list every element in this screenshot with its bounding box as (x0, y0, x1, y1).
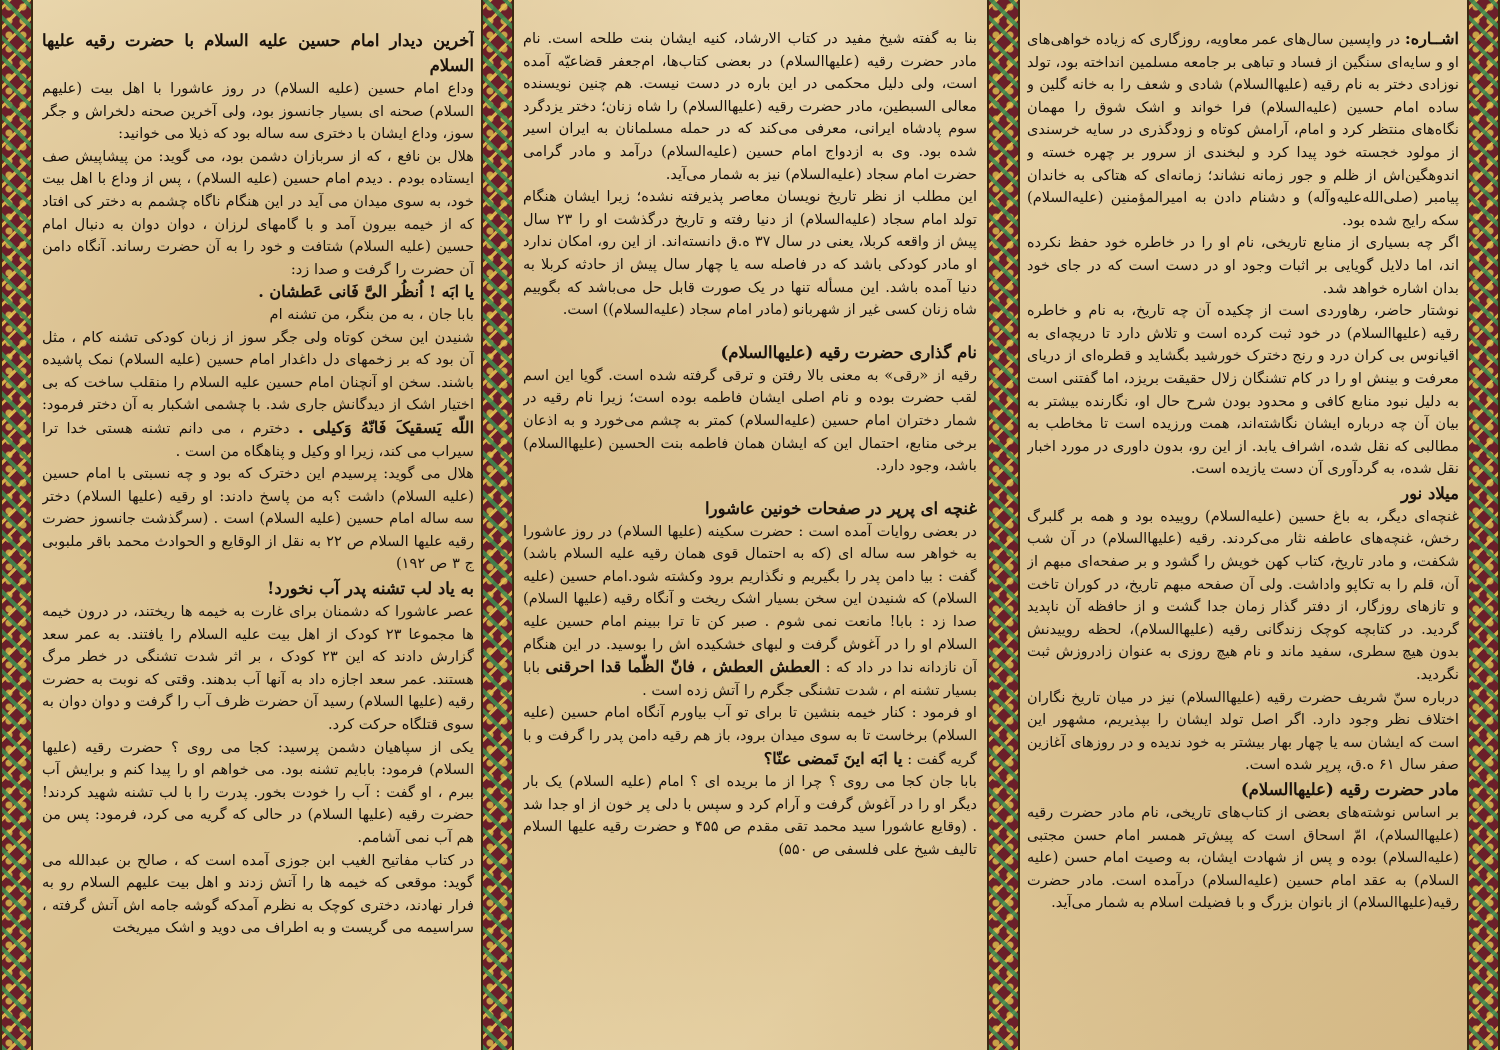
section-heading-mother: مادر حضرت رقیه (علیهاالسلام) (1240, 780, 1459, 799)
text-column-left (42, 28, 474, 1038)
intro-text: در واپسین سال‌های عمر معاویه، روزگاری که زیاده خواهی‌های او و سایه‌ای سنگین از فساد و تباهی بر جامعه مسلمین انداخته بود، تولد نوزادی دختر به نام رقیه (علیهاالسلام) شادی و شعف را به خانه گلین و ساده امام حسین (علیه‌السلام) فرا خواند و اشک شوق را مهمان نگاه‌های منتظر کرد و امام، آرامش کوتاه و زودگذری در سایه خرسندی از مولود خجسته خود پیدا کرد و لبخندی از سرور بر چهره خسته و اندوهگین‌اش از ظلم و جور زمانه نشاند؛ زمانه‌ای که هتاکی به خاندان پیامبر (صلی‌الله‌علیه‌وآله) و دشنام دادن به امیرالمؤمنین (علیه‌السلام) سکه رایج شده بود. (1027, 31, 1459, 229)
arabic-quote-look: یا ابَه ! اُنظُر الیَّ فَانی عَطشان . (258, 282, 474, 302)
paragraph (523, 521, 977, 703)
paragraph: هلال بن نافع ، که از سربازان دشمن بود، می گوید: من پیشاپیش صف ایستاده بودم . دیدم امام حسین (علیه السلام) ، پس از وداع با اهل بیت خود، به سوی میدان می آید در این هنگام ناگاه چشمم به دختر کی افتاد که از خیمه بیرون آمد و با گامهای لرزان ، دوان دوان به دنبال امام حسین (علیه السلام) شتافت و خود را به آن حضرت رساند. آنگاه دامن آن حضرت را گرفت و صدا زد: (42, 147, 474, 278)
ornamental-border-center-left (481, 0, 514, 1050)
text-run: شنیدن این سخن کوتاه ولی جگر سوز از زبان کودکی تشنه کام ، مثل آن بود که بر زخمهای دل داغدار امام حسین (علیه السلام) نمک پاشیده باشند. سخن او آنچنان امام حسین علیه السلام را منقلب ساخت که بی اختیار اشک از دیدگانش جاری شد. با چشمی اشکبار به آن دختر فرمود: (42, 328, 474, 414)
paragraph: رقیه از «رقی» به معنی بالا رفتن و ترقی گرفته شده است. گویا این اسم لقب حضرت بوده و نام اصلی ایشان فاطمه بوده است؛ زیرا نام رقیه در شمار دختران امام حسین (علیه‌السلام) کمتر به چشم می‌خورد و به اذعان برخی منابع، احتمال این که ایشان همان فاطمه بنت الحسین (علیهاالسلام) باشد، وجود دارد. (523, 366, 977, 475)
paragraph: اگر چه بسیاری از منابع تاریخی، نام او را در خاطره خود حفظ نکرده اند، اما دلایل گویایی بر اثبات وجود او در دست است که در جای خود بدان اشاره خواهد شد. (1027, 234, 1459, 297)
paragraph: غنچه‌ای دیگر، به باغ حسین (علیه‌السلام) روییده بود و همه بر گلبرگ رخش، غنچه‌های عاطفه نثار می‌کردند. رقیه (علیهاالسلام) در آن شب شکفت، و مادر تاریخ، کتاب کهن خویش را گشود و بر صفحه‌ای مبهم از آن، قلم را به تکاپو واداشت. ولی آن صفحه مبهم تاریخ، در کوران تاخت و تازهای روزگار، از دفتر گذار زمان جدا گشت و از حافظه آن ناپدید گردید. در کتابچه کوچک زندگانی رقیه (علیهاالسلام)، لحظه روییدنش بدون هیچ سطری، سفید ماند و نام هیچ روزی به عنوان زادروزش ثبت نگردید. (1027, 507, 1459, 684)
paragraph: درباره سنّ شریف حضرت رقیه (علیهاالسلام) نیز در میان تاریخ نگاران اختلاف نظر وجود دارد. اگر اصل تولد ایشان را بپذیریم، مشهور این است که ایشان سه یا چهار بهار بیشتر به خود ندیده و در روزهای آغازین صفر سال ۶۱ ه.ق، پرپر شده است. (1027, 688, 1459, 774)
section-heading-last-meeting: آخرین دیدار امام حسین علیه السلام با حضرت رقیه علیها السلام (42, 31, 474, 75)
ornamental-border-left (0, 0, 33, 1050)
text-run: بابا بسیار تشنه ام ، شدت تشنگی جگرم را آتش زده است . (523, 659, 977, 699)
paragraph: بابا جان کجا می روی ؟ چرا از ما بریده ای ؟ امام (علیه السلام) یک بار دیگر او را در آغوش گرفت و آرام کرد و سپس با دلی پر خون از او جدا شد . (وقایع عاشورا سید محمد تقی مقدم ص ۴۵۵ و حضرت رقیه علیها السلام تالیف شیخ علی فلسفی ص ۵۵۰) (523, 773, 977, 858)
text-run: او فرمود : کنار خیمه بنشین تا برای تو آب بیاورم آنگاه امام حسین (علیه السلام) برخاست تا به سوی میدان برود، باز هم رقیه دامن پدر را گرفت و با گریه گفت : (523, 704, 977, 768)
ornamental-border-center-right (987, 0, 1020, 1050)
paragraph (42, 327, 474, 464)
paragraph: عصر عاشورا که دشمنان برای غارت به خیمه ها ریختند، در درون خیمه ها مجموعا ۲۳ کودک از اهل بیت علیه السلام را یافتند. به عمر سعد گزارش دادند که این ۲۳ کودک ، بر اثر شدت تشنگی در خطر مرگ هستند. عمر سعد اجازه داد به آنها آب بدهند. وقتی که نوبت به حضرت رقیه (علیها السلام) رسید آن حضرت ظرف آب را گرفت و دوان دوان به سوی قتلگاه حرکت کرد. (42, 603, 474, 734)
text-run: دخترم ، می دانم تشنه هستی خدا ترا سیراب می کند، زیرا او وکیل و پناهگاه من است . (42, 419, 474, 460)
section-heading-water: به یاد لب تشنه پدر آب نخورد! (267, 579, 474, 599)
text-run: در بعضی روایات آمده است : حضرت سکینه (علیها السلام) در روز عاشورا به خواهر سه ساله ای (که به احتمال قوی همان رقیه علیه السلام باشد) گفت : بیا دامن پدر را بگیریم و نگذاریم برود وکشته شود.امام حسین (علیه السلام) که شنیدن این سخن بسیار اشک ریخت و آنگاه رقیه (علیها السلام) صدا زد : بابا! مانعت نمی شوم . صبر کن تا ترا ببینم امام حسین علیه السلام او را در آغوش گرفت و لبهای خشکیده اش را بوسید. در این هنگام آن نازدانه ندا در داد که : (523, 522, 977, 677)
intro-label: اشــاره: (1404, 29, 1459, 48)
paragraph: نوشتار حاضر، رهاوردی است از چکیده آن چه تاریخ، به نام و خاطره رقیه (علیهاالسلام) در خود ثبت کرده است و تلاش دارد تا دریچه‌ای به اقیانوس بی کران درد و رنج دخترک خورشید بگشاید و قطره‌ای از دریای معرفت و بینش او را در کام تشنگان زلال حقیقت بریزد، اما گفتنی است به دلیل نبود منابع کافی و محدود بودن شرح حال او، نگارنده بیشتر به بیان آن چه درباره ایشان نگاشته‌اند، همت ورزیده است تا مخاطب به مطالبی که نقل شده، اشراف یابد. از این رو، بدون داوری در مورد اخبار نقل شده، به گردآوری آن دست یازیده است. (1027, 302, 1459, 478)
intro-paragraph (1027, 28, 1459, 232)
section-heading-birth: میلاد نور (1401, 483, 1459, 503)
paragraph: بنا به گفته شیخ مفید در کتاب الارشاد، کنیه ایشان بنت طلحه است. نام مادر حضرت رقیه (علیهاالسلام) در بعضی کتاب‌ها، ام‌جعفر قضاعیّه آمده است، ولی دلیل محکمی در این باره در دست نیست. هم چنین نویسنده معالی السبطین، مادر حضرت رقیه (علیهاالسلام) را شاه زنان؛ دختر یزدگرد سوم پادشاه ایرانی، معرفی می‌کند که در حمله مسلمانان به ایران اسیر شده بود. وی به ازدواج امام حسین (علیه‌السلام) درآمد و مادر گرامی حضرت امام سجاد (علیه‌السلام) نیز به شمار می‌آید. (523, 30, 977, 183)
section-heading-bud: غنچه ای پرپر در صفحات خونین عاشورا (705, 498, 977, 518)
ornamental-border-right (1467, 0, 1500, 1050)
section-heading-naming: نام گذاری حضرت رقیه (علیهاالسلام) (720, 342, 977, 362)
arabic-quote-thirst: العطش العطش ، فانّ الظّما قدا احرقنی (545, 657, 821, 677)
arabic-quote-quench: اللّه یَسقیکَ فَانّهُ وَکیلی . (297, 417, 474, 437)
text-column-middle (523, 28, 977, 1038)
paragraph: یکی از سپاهیان دشمن پرسید: کجا می روی ؟ حضرت رقیه (علیها السلام) فرمود: بابایم تشنه بود. می خواهم او را پیدا کنم و برایش آب ببرم ، او گفت : آب را خودت بخور. پدرت را با لب تشنه شهید کردند! حضرت رقیه (علیها السلام) در حالی که گریه می کرد، فرمود: پس من هم آب نمی آشامم. (42, 738, 474, 846)
paragraph: وداع امام حسین (علیه السلام) در روز عاشورا با اهل بیت (علیهم السلام) صحنه ای بسیار جانسوز بود، ولی آخرین صحنه دلخراش و جگر سوز، وداع ایشان با دختری سه ساله بود که ذیلا می خوانید: (42, 80, 474, 143)
paragraph: این مطلب از نظر تاریخ نویسان معاصر پذیرفته نشده؛ زیرا ایشان هنگام تولد امام سجاد (علیه‌السلام) از دنیا رفته و تاریخ درگذشت او را ۲۳ سال پیش از واقعه کربلا، یعنی در سال ۳۷ ه.ق دانسته‌اند. از این رو، امکان ندارد او مادر کودکی باشد که در فاصله سه یا چهار سال پیش از حادثه کربلا به دنیا آمده باشد. این مسأله تنها در یک صورت قابل حل می‌باشد که بگوییم شاه زنان کسی غیر از شهربانو (مادر امام سجاد (علیه‌السلام)) است. (523, 188, 977, 319)
paragraph: بابا جان ، به من بنگر، من تشنه ام (269, 305, 474, 323)
paragraph: بر اساس نوشته‌های بعضی از کتاب‌های تاریخی، نام مادر حضرت رقیه (علیهاالسلام)، امّ اسحاق است که پیش‌تر همسر امام حسن مجتبی (علیه‌السلام) بوده و پس از شهادت ایشان، به وصیت امام حسن (علیه السلام) به عقد امام حسین (علیه‌السلام) درآمده است. مادر حضرت رقیه(علیهاالسلام) از بانوان بزرگ و با فضیلت اسلام به شمار می‌آید. (1027, 804, 1459, 912)
text-column-right (1027, 28, 1459, 1038)
paragraph: در کتاب مفاتیح الغیب ابن جوزی آمده است که ، صالح بن عبدالله می گوید: موقعی که خیمه ها را آتش زدند و اهل بیت علیهم السلام رو به فرار نهادند، دختری کوچک به نظرم آمدکه گوشه جامه اش آتش گرفته ، سراسیمه می گریست و به اطراف می دوید و اشک میریخت (42, 851, 474, 937)
paragraph (523, 702, 977, 771)
paragraph: هلال می گوید: پرسیدم این دخترک که بود و چه نسبتی با امام حسین (علیه السلام) داشت ؟به من پاسخ دادند: او رقیه (علیها السلام) دختر سه ساله امام حسین (علیه السلام) است . (سرگذشت جانسوز حضرت رقیه علیها السلام ص ۲۲ به نقل از الوقایع و الحوادث محمد باقر ملبوبی ج ۳ ص ۱۹۲) (42, 465, 474, 573)
arabic-quote-where: یا ابَه اینَ تَمضی عنّا؟ (763, 748, 903, 768)
